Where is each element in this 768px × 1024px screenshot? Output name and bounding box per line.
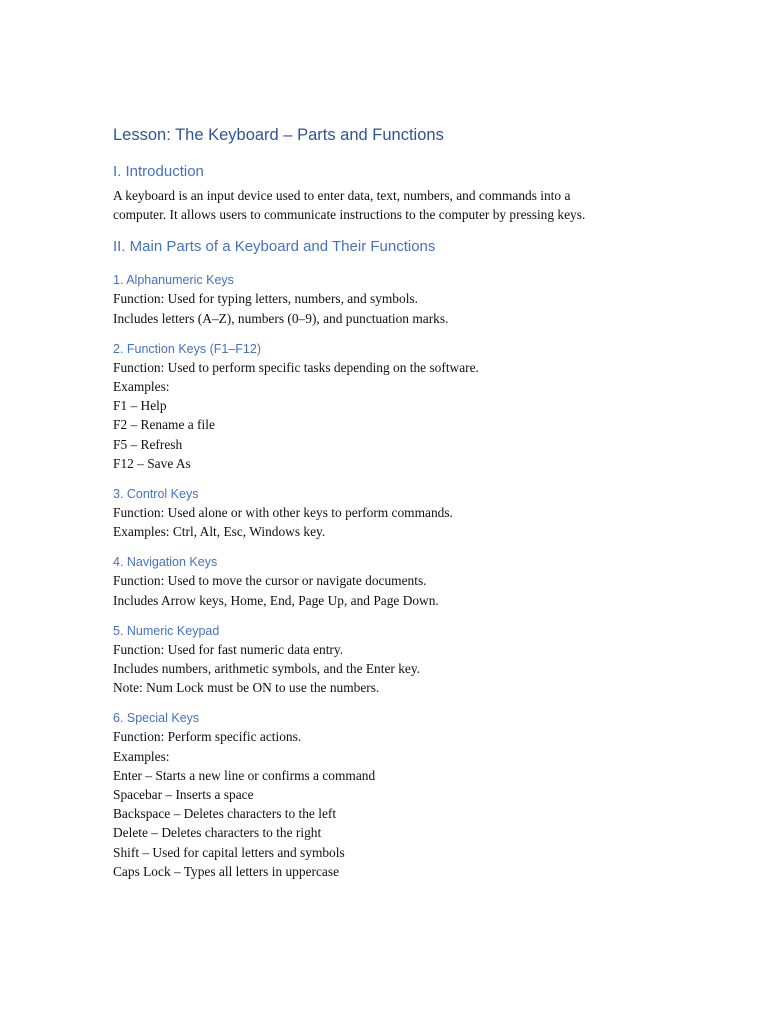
- subsection-special-keys: [113, 709, 673, 881]
- subsection-alphanumeric-keys: [113, 271, 673, 327]
- body-line: Shift – Used for capital letters and symbols: [113, 844, 345, 860]
- body-line: F5 – Refresh: [113, 436, 183, 452]
- body-line: Note: Num Lock must be ON to use the numbers.: [113, 680, 380, 696]
- main-section: [113, 235, 673, 881]
- body-line: Function: Used alone or with other keys to perform commands.: [113, 505, 453, 521]
- body-line: Backspace – Deletes characters to the left: [113, 806, 337, 822]
- body-line: F12 – Save As: [113, 455, 191, 471]
- subsection-heading: 3. Control Keys: [113, 487, 199, 502]
- subsection-control-keys: [113, 485, 673, 541]
- body-line: Function: Used for fast numeric data entry.: [113, 641, 344, 657]
- subsection-heading: 5. Numeric Keypad: [113, 623, 220, 638]
- intro-line: A keyboard is an input device used to enter data, text, numbers, and commands into a: [113, 188, 571, 203]
- body-line: Includes Arrow keys, Home, End, Page Up, and Page Down.: [113, 592, 439, 608]
- intro-line: computer. It allows users to communicate instructions to the computer by pressing keys.: [113, 207, 586, 223]
- body-line: Function: Used for typing letters, numbers, and symbols.: [113, 291, 418, 307]
- subsection-numeric-keypad: [113, 622, 673, 698]
- subsection-navigation-keys: [113, 553, 673, 609]
- body-line: Function: Used to move the cursor or navigate documents.: [113, 573, 427, 589]
- subsection-heading: 2. Function Keys (F1–F12): [113, 341, 261, 356]
- body-line: Examples: Ctrl, Alt, Esc, Windows key.: [113, 524, 326, 540]
- body-line: Examples:: [113, 748, 170, 764]
- body-line: Includes numbers, arithmetic symbols, and the Enter key.: [113, 661, 421, 677]
- body-line: Function: Perform specific actions.: [113, 729, 302, 745]
- main-heading: II. Main Parts of a Keyboard and Their Functions: [113, 238, 436, 256]
- subsection-heading: 4. Navigation Keys: [113, 555, 218, 570]
- body-line: F2 – Rename a file: [113, 417, 215, 433]
- document-title: Lesson: The Keyboard – Parts and Functions: [113, 126, 444, 144]
- subsection-function-keys: [113, 340, 673, 473]
- body-line: Delete – Deletes characters to the right: [113, 825, 322, 841]
- document-page: [113, 122, 673, 881]
- subsection-heading: 1. Alphanumeric Keys: [113, 273, 234, 288]
- body-line: Spacebar – Inserts a space: [113, 787, 254, 803]
- body-line: Examples:: [113, 379, 170, 395]
- body-line: Includes letters (A–Z), numbers (0–9), and punctuation marks.: [113, 310, 449, 326]
- intro-heading: I. Introduction: [113, 163, 204, 180]
- intro-section: [113, 160, 673, 224]
- body-line: Enter – Starts a new line or confirms a command: [113, 767, 376, 783]
- body-line: F1 – Help: [113, 398, 167, 414]
- body-line: Function: Used to perform specific tasks depending on the software.: [113, 359, 479, 375]
- subsection-heading: 6. Special Keys: [113, 711, 200, 726]
- body-line: Caps Lock – Types all letters in uppercase: [113, 863, 340, 879]
